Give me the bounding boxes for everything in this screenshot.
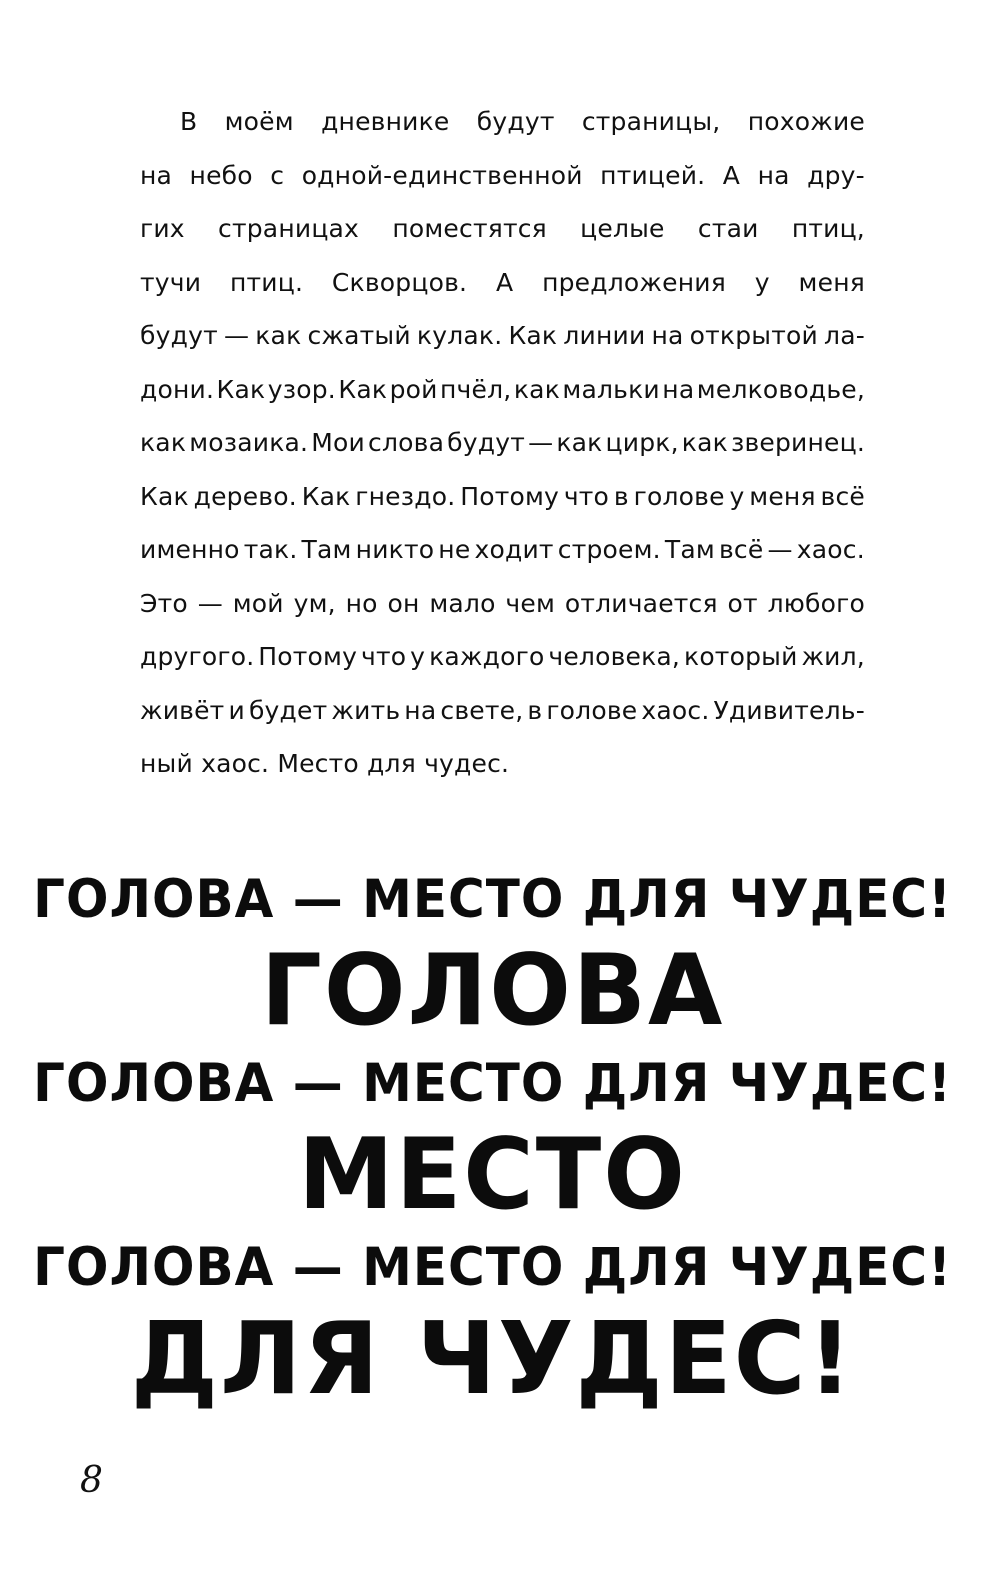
word: на [651, 321, 684, 350]
word: но [345, 588, 378, 618]
word: жил, [801, 642, 865, 671]
poster-line-2: ГОЛОВА [260, 934, 725, 1048]
word: птиц, [791, 214, 865, 243]
word: узор. [267, 374, 336, 404]
word: от [727, 588, 758, 618]
word: линии [563, 321, 646, 350]
word: мозаика. [189, 428, 309, 457]
word: Там [301, 535, 352, 564]
word: открытой [689, 321, 818, 350]
word: в [527, 695, 543, 725]
hand-lettered-poster [0, 855, 985, 1417]
word: мелководье, [696, 374, 865, 404]
word: что [361, 642, 407, 671]
text-line [140, 684, 865, 738]
word: мальки [562, 374, 660, 404]
word: предложения [542, 267, 726, 297]
text-line [140, 363, 865, 417]
word: ный хаос. Место для чудес. [140, 749, 510, 778]
word: Как [301, 481, 351, 511]
word: В [180, 107, 198, 136]
word: никто [355, 535, 435, 564]
word: небо [189, 160, 253, 190]
word: мало [429, 588, 496, 618]
text-line [140, 416, 865, 470]
word: гнездо. [355, 481, 456, 511]
word: будут [447, 428, 526, 457]
word: сжатый [307, 321, 411, 350]
word: дерево. [193, 481, 297, 511]
word: А [722, 160, 741, 190]
word: Скворцов. [331, 267, 468, 297]
word: на [404, 695, 437, 725]
word: Потому [258, 642, 358, 671]
word: дневнике [321, 107, 450, 136]
word: жить [331, 695, 401, 725]
word: каждого [429, 642, 545, 671]
text-line [140, 309, 865, 363]
word: как [556, 428, 603, 457]
word: — [528, 428, 554, 457]
word: голове [633, 481, 725, 511]
word: Как [140, 481, 189, 511]
text-line [140, 577, 865, 631]
text-line [140, 256, 865, 310]
word: А [495, 267, 514, 297]
text-line [140, 202, 865, 256]
word: — [767, 535, 793, 564]
poster-line-3: ГОЛОВА — МЕСТО ДЛЯ ЧУДЕС! [33, 1052, 952, 1114]
word: не [438, 535, 471, 564]
word: отличается [564, 588, 718, 618]
word: ум, [293, 588, 336, 618]
word: мой [232, 588, 284, 618]
word: он [387, 588, 420, 618]
word: Там [664, 535, 715, 564]
word: дони. [140, 374, 215, 404]
word: всё [719, 535, 764, 564]
word: меня [798, 267, 865, 297]
word: страницах [218, 214, 360, 243]
word: страницы, [581, 107, 721, 136]
word: птиц. [229, 267, 304, 297]
word: Как [508, 321, 558, 350]
word: так. [243, 535, 298, 564]
word: чем [505, 588, 556, 618]
text-line [140, 149, 865, 203]
word: похожие [747, 107, 865, 136]
word: как [681, 428, 728, 457]
word: одной-единственной [301, 160, 583, 190]
word: и [228, 695, 245, 725]
word: — [197, 588, 223, 618]
word: дру- [807, 160, 865, 190]
word: в [613, 481, 629, 511]
word: строем. [557, 535, 661, 564]
text-line [140, 470, 865, 524]
word: птицей. [600, 160, 706, 190]
text-line [140, 737, 865, 791]
poster-line-4: МЕСТО [298, 1118, 687, 1232]
word: пчёл, [440, 374, 512, 404]
word: Как [216, 374, 266, 404]
poster-line-1: ГОЛОВА — МЕСТО ДЛЯ ЧУДЕС! [33, 868, 952, 930]
word: любого [767, 588, 865, 618]
word: меня [749, 481, 816, 511]
word: ла- [824, 321, 865, 350]
word: будут [476, 107, 555, 136]
word: как [513, 374, 560, 404]
word: на [662, 374, 695, 404]
page-number: 8 [80, 1460, 103, 1501]
word: на [140, 160, 173, 190]
word: Это [140, 588, 188, 618]
word: с [270, 160, 285, 190]
word: Мои [311, 428, 365, 457]
word: другого. [140, 642, 255, 671]
word: Удивитель- [713, 695, 865, 725]
word: будет [248, 695, 328, 725]
word: всё [820, 481, 865, 511]
word: целые [580, 214, 665, 243]
word: как [140, 428, 187, 457]
word: именно [140, 535, 240, 564]
poster-line-5: ГОЛОВА — МЕСТО ДЛЯ ЧУДЕС! [33, 1236, 952, 1298]
word: моём [224, 107, 294, 136]
word: хаос. [796, 535, 865, 564]
word: человека, [548, 642, 681, 671]
word: живёт [140, 695, 225, 725]
word: слова [368, 428, 445, 457]
word: как [255, 321, 302, 350]
word: который [684, 642, 798, 671]
word: будут [140, 321, 218, 350]
poster-line-6: ДЛЯ ЧУДЕС! [130, 1300, 855, 1417]
text-line [140, 630, 865, 684]
text-line [140, 95, 865, 149]
word: у [729, 481, 745, 511]
word: зверинец. [730, 428, 865, 457]
word: у [754, 267, 770, 297]
word: Потому [460, 481, 560, 511]
word: хаос. [641, 695, 710, 725]
word: свете, [440, 695, 524, 725]
word: поместятся [392, 214, 547, 243]
text-line [140, 523, 865, 577]
word: у [410, 642, 426, 671]
word: кулак. [416, 321, 503, 350]
word: что [563, 481, 610, 511]
word: стаи [697, 214, 759, 243]
word: ходит [474, 535, 554, 564]
word: голове [546, 695, 638, 725]
word: гих [140, 214, 185, 243]
word: — [223, 321, 250, 350]
word: на [757, 160, 790, 190]
word: цирк, [605, 428, 679, 457]
word: рой [389, 374, 438, 404]
word: Как [338, 374, 388, 404]
word: тучи [140, 267, 202, 297]
body-paragraph [140, 95, 865, 791]
